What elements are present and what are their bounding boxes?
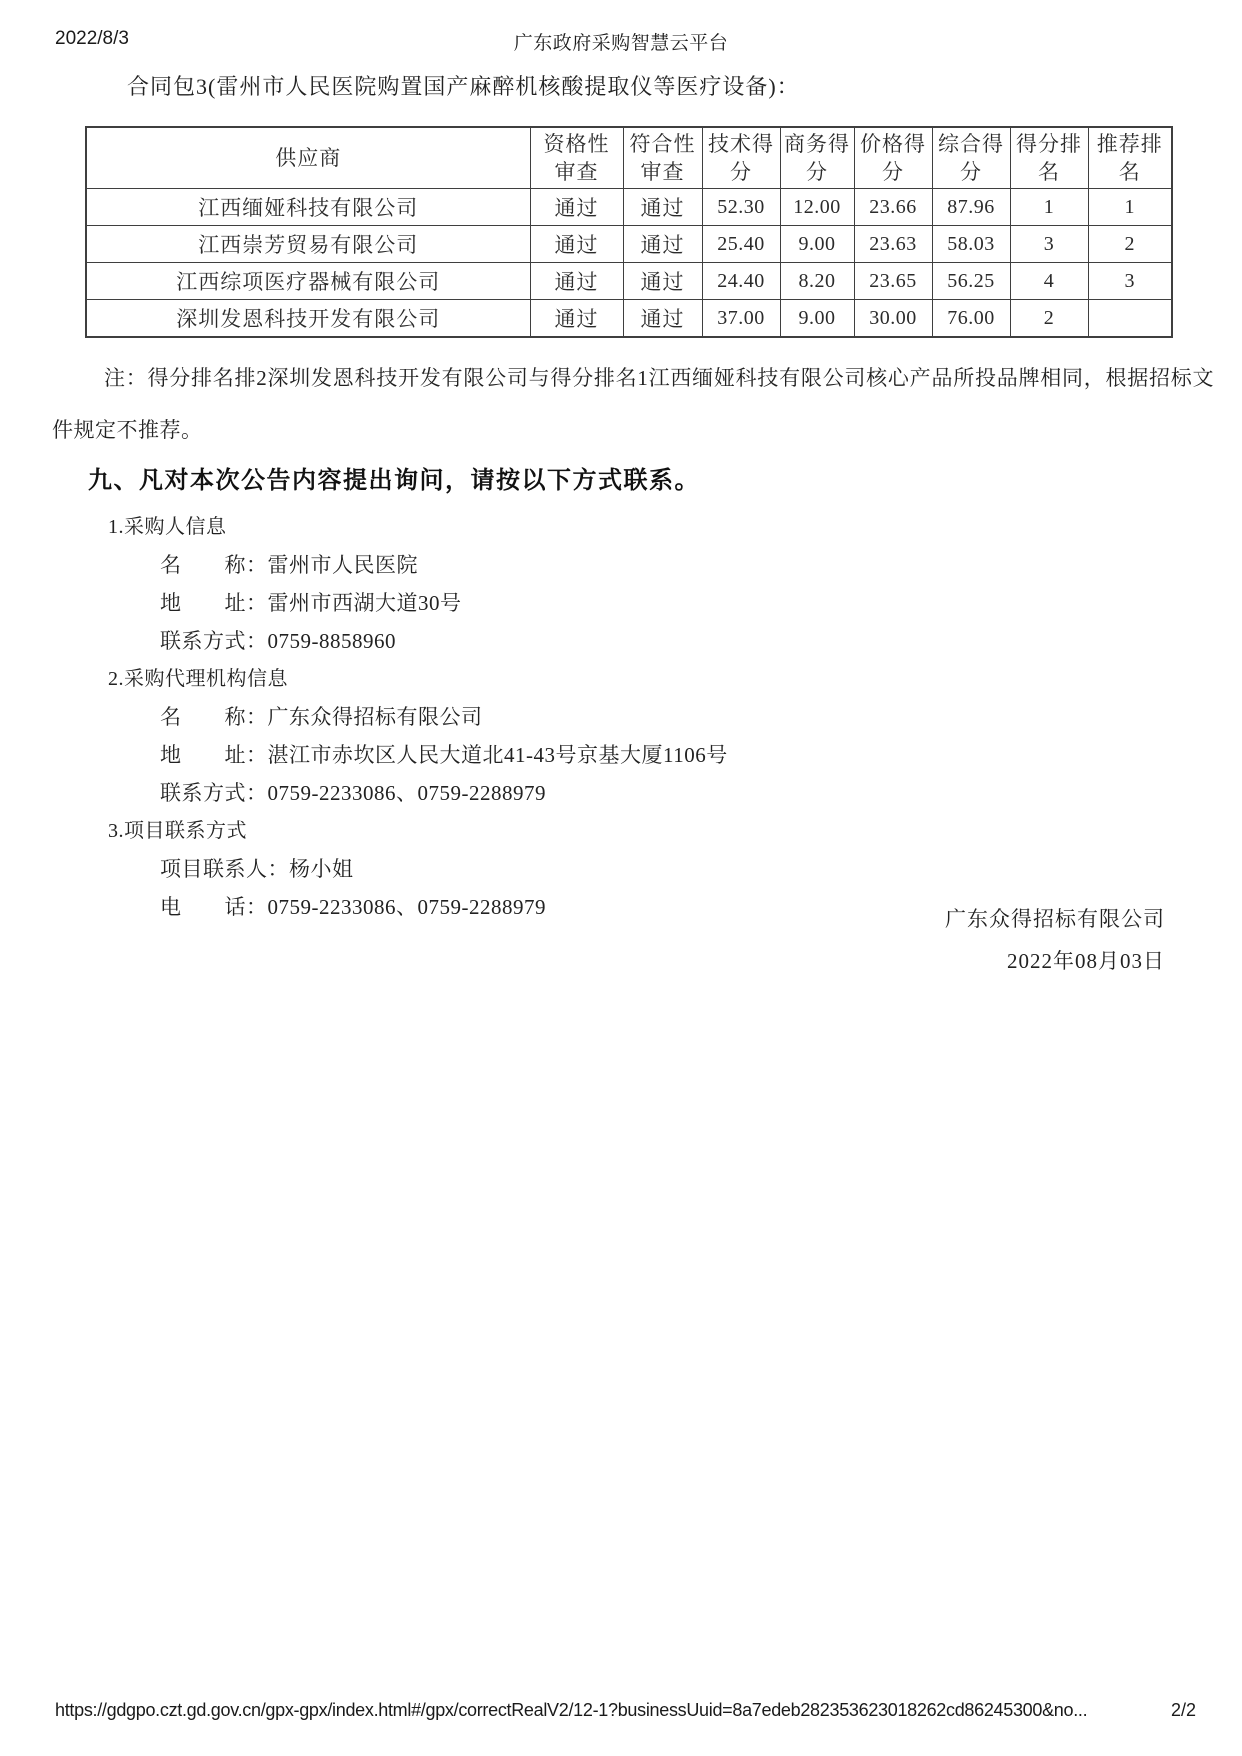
print-header-date: 2022/8/3 [55, 28, 129, 49]
section-heading: 九、凡对本次公告内容提出询问，请按以下方式联系。 [88, 468, 700, 494]
conformity-result: 通过 [623, 263, 702, 300]
print-footer [55, 1700, 1196, 1721]
print-header-platform-title: 广东政府采购智慧云平台 [513, 33, 729, 54]
score-rank: 3 [1010, 226, 1088, 263]
signature-date: 2022年08月03日 [1007, 949, 1165, 973]
agency-address-line: 地 址：湛江市赤坎区人民大道北41-43号京基大厦1106号 [160, 743, 728, 767]
table-header-row [86, 127, 1172, 189]
score-rank: 4 [1010, 263, 1088, 300]
col-header-conformity-review: 符合性审查 [623, 127, 702, 189]
supplier-name: 江西综项医疗器械有限公司 [86, 263, 530, 300]
comprehensive-score: 87.96 [932, 189, 1010, 226]
recommend-rank: 1 [1088, 189, 1172, 226]
score-rank: 1 [1010, 189, 1088, 226]
comprehensive-score: 58.03 [932, 226, 1010, 263]
supplier-name: 深圳发恩科技开发有限公司 [86, 300, 530, 338]
technical-score: 24.40 [702, 263, 780, 300]
conformity-result: 通过 [623, 226, 702, 263]
business-score: 12.00 [780, 189, 854, 226]
page-indicator: 2/2 [1170, 1700, 1196, 1720]
technical-score: 52.30 [702, 189, 780, 226]
score-rank: 2 [1010, 300, 1088, 338]
agency-name-line: 名 称：广东众得招标有限公司 [160, 705, 483, 729]
business-score: 9.00 [780, 226, 854, 263]
contact-section-title-project: 3.项目联系方式 [108, 820, 247, 842]
supplier-name: 江西崇芳贸易有限公司 [86, 226, 530, 263]
recommend-rank: 3 [1088, 263, 1172, 300]
contact-section-title-agency: 2.采购代理机构信息 [108, 668, 288, 690]
col-header-technical-score: 技术得分 [702, 127, 780, 189]
note-text: 注：得分排名排2深圳发恩科技开发有限公司与得分排名1江西缅娅科技有限公司核心产品所投品牌相同，根据招标文件规定不推荐。 [52, 366, 1214, 442]
purchaser-phone-line: 联系方式：0759-8858960 [160, 629, 396, 653]
col-header-recommend-rank: 推荐排名 [1088, 127, 1172, 189]
col-header-supplier: 供应商 [86, 127, 530, 189]
col-header-score-rank: 得分排名 [1010, 127, 1088, 189]
qualification-result: 通过 [530, 189, 623, 226]
table-row [86, 226, 1172, 263]
signature-organization: 广东众得招标有限公司 [945, 907, 1165, 931]
signature-block [945, 898, 1165, 982]
footer-url: https://gdgpo.czt.gd.gov.cn/gpx-gpx/index.html#/gpx/correctRealV2/12-1?businessUuid=8a7edeb282353623018262cd86245300&no... [55, 1700, 1088, 1720]
purchaser-name-line: 名 称：雷州市人民医院 [160, 553, 418, 577]
score-table [85, 126, 1173, 338]
qualification-result: 通过 [530, 226, 623, 263]
table-row [86, 189, 1172, 226]
package-title: 合同包3(雷州市人民医院购置国产麻醉机核酸提取仪等医疗设备)： [127, 74, 800, 99]
business-score: 8.20 [780, 263, 854, 300]
comprehensive-score: 56.25 [932, 263, 1010, 300]
table-row [86, 263, 1172, 300]
price-score: 23.65 [854, 263, 932, 300]
conformity-result: 通过 [623, 300, 702, 338]
conformity-result: 通过 [623, 189, 702, 226]
business-score: 9.00 [780, 300, 854, 338]
qualification-result: 通过 [530, 300, 623, 338]
project-phone-line: 电 话：0759-2233086、0759-2288979 [160, 895, 546, 919]
project-contact-person-line: 项目联系人：杨小姐 [160, 857, 354, 881]
contact-section-title-purchaser: 1.采购人信息 [108, 516, 227, 538]
technical-score: 37.00 [702, 300, 780, 338]
col-header-price-score: 价格得分 [854, 127, 932, 189]
recommend-rank [1088, 300, 1172, 338]
contact-info [108, 508, 728, 926]
col-header-comprehensive-score: 综合得分 [932, 127, 1010, 189]
recommend-rank: 2 [1088, 226, 1172, 263]
supplier-name: 江西缅娅科技有限公司 [86, 189, 530, 226]
price-score: 23.63 [854, 226, 932, 263]
col-header-business-score: 商务得分 [780, 127, 854, 189]
price-score: 23.66 [854, 189, 932, 226]
agency-phone-line: 联系方式：0759-2233086、0759-2288979 [160, 781, 546, 805]
table-row [86, 300, 1172, 338]
purchaser-address-line: 地 址：雷州市西湖大道30号 [160, 591, 462, 615]
col-header-qualification-review: 资格性审查 [530, 127, 623, 189]
technical-score: 25.40 [702, 226, 780, 263]
comprehensive-score: 76.00 [932, 300, 1010, 338]
price-score: 30.00 [854, 300, 932, 338]
qualification-result: 通过 [530, 263, 623, 300]
